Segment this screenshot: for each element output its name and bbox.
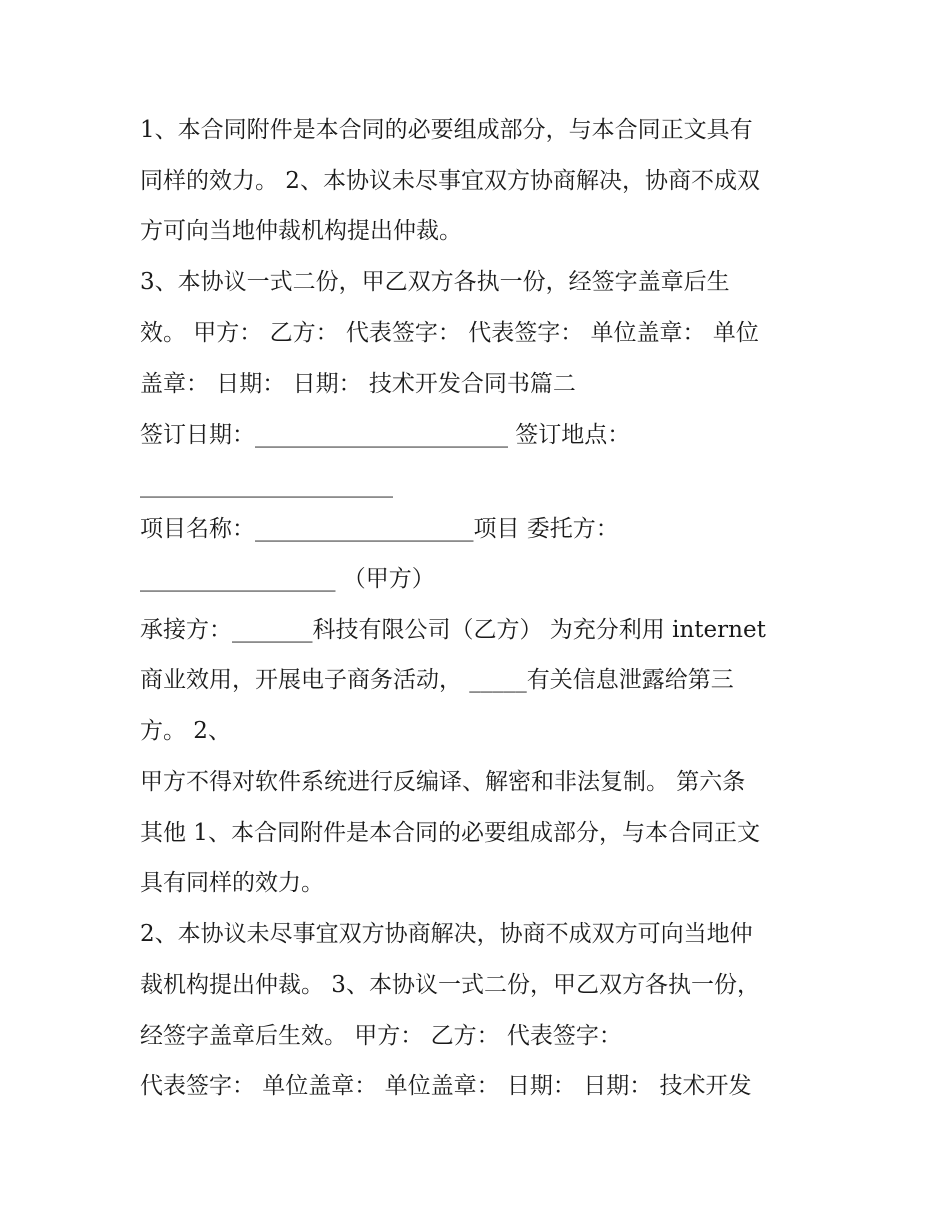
text-line: 2、本协议未尽事宜双方协商解决，协商不成双方可向当地仲 [140,921,753,947]
text-line: 具有同样的效力。 [140,870,324,896]
text-line: 1、本合同附件是本合同的必要组成部分，与本合同正文具有 [140,117,753,143]
project-name-line: 项目名称：___________________项目 委托方： [140,516,619,542]
text-line: 同样的效力。 2、本协议未尽事宜双方协商解决，协商不成双 [140,168,760,194]
text-line: 3、本协议一式二份，甲乙双方各执一份，经签字盖章后生 [140,269,730,295]
client-party-line: _________________ （甲方） [140,566,435,592]
signing-date-line: 签订日期：______________________ 签订地点： [140,422,631,448]
text-line: 商业效用，开展电子商务活动， _____有关信息泄露给第三 [140,667,734,693]
text-line: 其他 1、本合同附件是本合同的必要组成部分，与本合同正文 [140,820,760,846]
text-line: 盖章： 日期： 日期： 技术开发合同书篇二 [140,371,576,397]
text-line: 效。 甲方： 乙方： 代表签字： 代表签字： 单位盖章： 单位 [140,320,759,346]
text-line: 代表签字： 单位盖章： 单位盖章： 日期： 日期： 技术开发 [140,1073,752,1099]
text-line: 甲方不得对软件系统进行反编译、解密和非法复制。 第六条 [140,769,746,795]
text-line: 方可向当地仲裁机构提出仲裁。 [140,218,462,244]
text-line: 经签字盖章后生效。 甲方： 乙方： 代表签字： [140,1023,622,1049]
contractor-line: 承接方：_______科技有限公司（乙方） 为充分利用 internet [140,617,766,643]
text-line: 方。 2、 [140,718,231,744]
signing-place-blank: ______________________ [140,472,393,498]
text-line: 裁机构提出仲裁。 3、本协议一式二份，甲乙双方各执一份， [140,972,760,998]
